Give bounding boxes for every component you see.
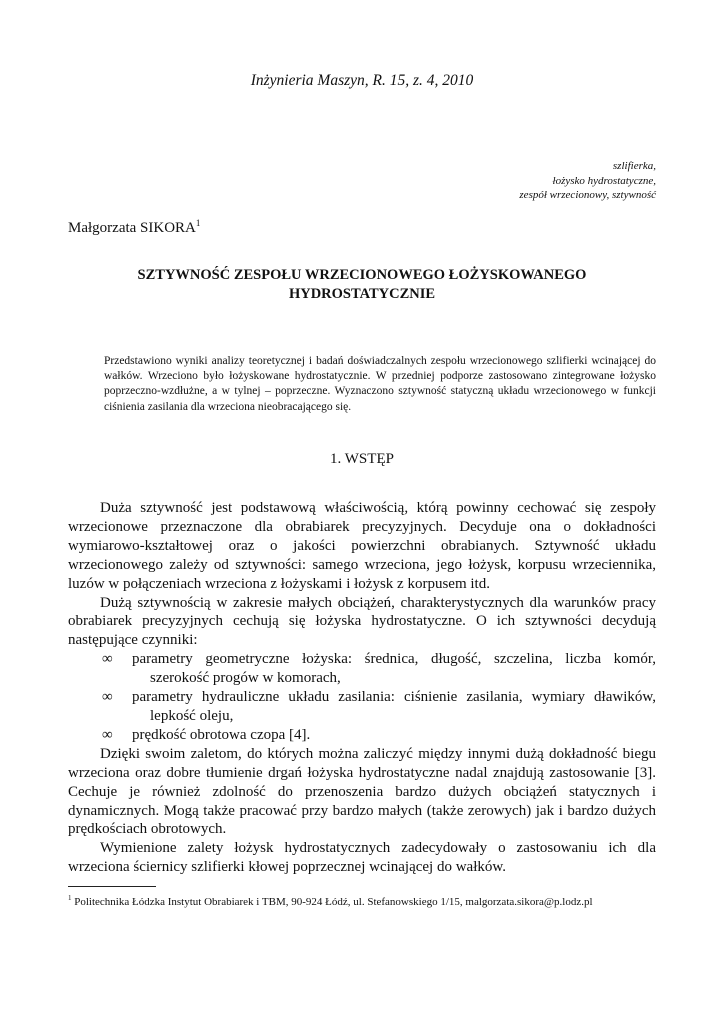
keywords-block — [519, 159, 656, 203]
footnote — [68, 892, 668, 909]
title-line-1: SZTYWNOŚĆ ZESPOŁU WRZECIONOWEGO ŁOŻYSKOWANEGO — [137, 267, 587, 283]
author-name: Małgorzata SIKORA — [68, 220, 196, 236]
paragraph-3: Dzięki swoim zaletom, do których można zaliczyć między innymi dużą dokładność biegu wrzeciona oraz dobre tłumienie drgań łożyska hydrostatyczne nadal znajdują zastosowanie [3]. Cechuje je również zdolność do przenoszenia bardzo dużych obciążeń statycznych i dynamicznych. Mogą także pracować przy bardzo małych (także zerowych) jak i bardzo dużych prędkościach obrotowych. — [68, 745, 656, 838]
factor-list — [68, 650, 656, 745]
author-line — [68, 218, 200, 237]
body-text — [68, 499, 656, 877]
paragraph-2: Dużą sztywnością w zakresie małych obciążeń, charakterystycznych dla warunków pracy obrabiarek precyzyjnych cechują się łożyska hydrostatyczne. O ich sztywności decydują następujące czynniki: — [68, 594, 656, 649]
abstract: Przedstawiono wyniki analizy teoretycznej i badań doświadczalnych zespołu wrzecionowego szlifierki wcinającej do wałków. Wrzeciono było łożyskowane hydrostatycznie. W przedniej podporze zastosowano zintegrowane łożysko poprzeczno-wzdłużne, a w tylnej – poprzeczne. Wyznaczono sztywność statyczną układu wrzecionowego w funkcji ciśnienia zasilania dla wrzeciona nieobracającego się. — [104, 355, 656, 413]
infinity-bullet-icon: ∞ — [102, 726, 113, 743]
list-item — [68, 688, 656, 726]
list-item-text: parametry geometryczne łożyska: średnica, długość, szczelina, liczba komór, szerokość progów w komorach, — [132, 651, 656, 687]
footnote-divider — [68, 886, 156, 887]
infinity-bullet-icon: ∞ — [102, 689, 113, 706]
keyword: zespół wrzecionowy, sztywność — [519, 189, 656, 201]
author-footnote-mark: 1 — [195, 218, 201, 228]
list-item — [68, 726, 656, 745]
title-line-2: HYDROSTATYCZNIE — [288, 286, 436, 302]
list-item-text: prędkość obrotowa czopa [4]. — [132, 726, 311, 743]
paper-title — [80, 266, 644, 304]
footnote-mark: 1 — [68, 894, 72, 902]
journal-header: Inżynieria Maszyn, R. 15, z. 4, 2010 — [250, 72, 474, 89]
section-heading: 1. WSTĘP — [330, 451, 394, 467]
list-item — [68, 650, 656, 688]
paragraph-1: Duża sztywność jest podstawową właściwością, którą powinny cechować się zespoły wrzecionowe przeznaczone dla obrabiarek precyzyjnych. Decyduje ona o dokładności wymiarowo-kształtowej oraz o jakości powierzchni obrabianych. Sztywność układu wrzecionowego zależy od sztywności: samego wrzeciona, jego łożysk, korpusu wrzeciennika, luzów w połączeniach wrzeciona z łożyskami i łożysk z korpusem itd. — [68, 500, 656, 592]
keyword: łożysko hydrostatyczne, — [552, 174, 656, 187]
footnote-text: Politechnika Łódzka Instytut Obrabiarek i TBM, 90-924 Łódź, ul. Stefanowskiego 1/15, malgorzata.sikora@p.lodz.pl — [74, 896, 593, 908]
infinity-bullet-icon: ∞ — [102, 651, 113, 668]
paragraph-4: Wymienione zalety łożysk hydrostatycznych zadecydowały o zastosowaniu ich dla wrzeciona ściernicy szlifierki kłowej poprzecznej wcinającej do wałków. — [68, 840, 656, 876]
keyword: szlifierka, — [612, 160, 656, 172]
list-item-text: parametry hydrauliczne układu zasilania: ciśnienie zasilania, wymiary dławików, lepkość oleju, — [132, 689, 656, 724]
